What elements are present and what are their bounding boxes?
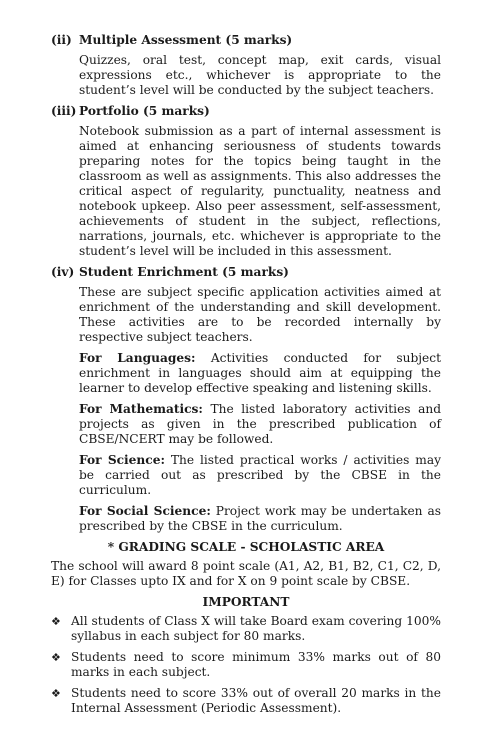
subject-text: The listed laboratory activities and projects as given in the prescribed publication of CBSE/NCERT may be followed. — [79, 402, 441, 446]
subject-mathematics — [79, 402, 441, 447]
grading-heading: * GRADING SCALE - SCHOLASTIC AREA — [107, 540, 385, 554]
grading-text: The school will award 8 point scale (A1, A2, B1, B2, C1, C2, D, E) for Classes upto IX and for X on 9 point scale by CBSE. — [51, 559, 441, 588]
section-title: Student Enrichment (5 marks) — [79, 265, 289, 279]
diamond-bullet-icon: ❖ — [51, 687, 61, 700]
list-item — [51, 686, 441, 716]
subject-science — [79, 453, 441, 498]
section-number: (ii) — [51, 33, 72, 47]
list-item — [51, 650, 441, 680]
section-multiple-assessment — [51, 33, 441, 98]
list-item-text: Students need to score 33% out of overall 20 marks in the Internal Assessment (Periodic Assessment). — [71, 686, 441, 715]
section-portfolio — [51, 104, 441, 259]
important-heading: IMPORTANT — [202, 595, 290, 609]
subject-text: Project work may be undertaken as prescribed by the CBSE in the curriculum. — [79, 504, 441, 533]
diamond-bullet-icon: ❖ — [51, 651, 61, 664]
section-number: (iii) — [51, 104, 77, 118]
section-heading — [51, 33, 441, 48]
section-paragraph: Notebook submission as a part of internal assessment is aimed at enhancing seriousness of students towards preparing notes for the topics being taught in the classroom as well as assignments. This also addresses the critical aspect of regularity, punctuality, neatness and notebook upkeep. Also peer assessment, self-assessment, achievements of student in the subject, reflections, narrations, journals, etc. whichever is appropriate to the student’s level will be included in this assessment. — [79, 124, 441, 258]
subject-text: The listed practical works / activities may be carried out as prescribed by the CBSE in the curriculum. — [79, 453, 441, 497]
subject-lead: For Science: — [79, 453, 165, 467]
subject-lead: For Social Science: — [79, 504, 211, 518]
section-number: (iv) — [51, 265, 75, 279]
important-list — [51, 614, 441, 716]
section-intro: These are subject specific application activities aimed at enrichment of the understanding and skill development. These activities are to be recorded internally by respective subject teachers. — [79, 285, 441, 344]
section-student-enrichment — [51, 265, 441, 534]
subject-lead: For Languages: — [79, 351, 196, 365]
section-heading — [51, 104, 441, 119]
section-heading — [51, 265, 441, 280]
subject-languages — [79, 351, 441, 396]
subject-social-science — [79, 504, 441, 534]
list-item-text: All students of Class X will take Board exam covering 100% syllabus in each subject for 80 marks. — [71, 614, 441, 643]
list-item — [51, 614, 441, 644]
section-title: Portfolio (5 marks) — [79, 104, 210, 118]
section-paragraph: Quizzes, oral test, concept map, exit cards, visual expressions etc., whichever is appropriate to the student’s level will be conducted by the subject teachers. — [79, 53, 441, 97]
list-item-text: Students need to score minimum 33% marks out of 80 marks in each subject. — [71, 650, 441, 679]
diamond-bullet-icon: ❖ — [51, 615, 61, 628]
section-title: Multiple Assessment (5 marks) — [79, 33, 293, 47]
subject-text: Activities conducted for subject enrichment in languages should aim at equipping the learner to develop effective speaking and listening skills. — [79, 351, 441, 395]
subject-lead: For Mathematics: — [79, 402, 203, 416]
